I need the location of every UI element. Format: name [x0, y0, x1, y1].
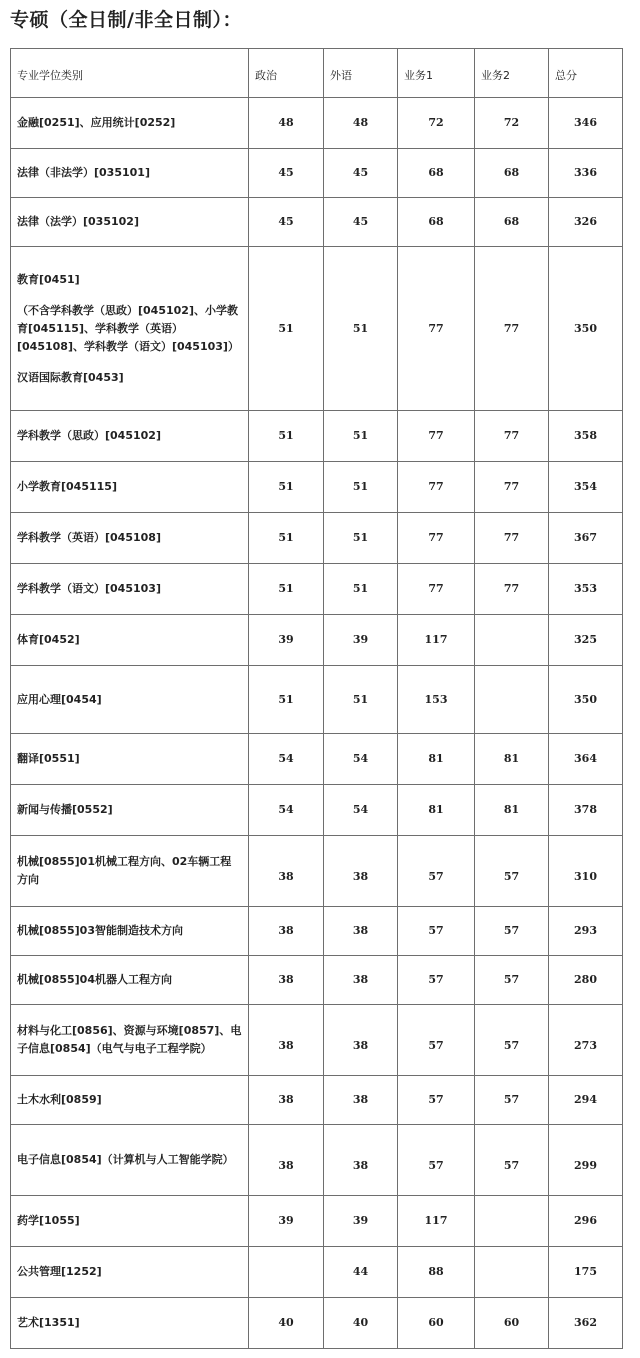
cell-language: 38 — [324, 1076, 398, 1125]
cell-total: 294 — [549, 1076, 623, 1125]
header-subject1: 业务1 — [398, 49, 475, 98]
cell-language: 44 — [324, 1247, 398, 1298]
table-row — [11, 666, 623, 734]
cell-subject2: 77 — [475, 247, 549, 411]
cell-subject1: 57 — [398, 1125, 475, 1196]
cell-category: 学科教学（思政）[045102] — [11, 411, 249, 462]
cell-subject1: 81 — [398, 734, 475, 785]
cell-total: 364 — [549, 734, 623, 785]
cell-category: 金融[0251]、应用统计[0252] — [11, 98, 249, 149]
cell-total: 378 — [549, 785, 623, 836]
cell-politics: 38 — [249, 1076, 324, 1125]
cell-subject2: 81 — [475, 785, 549, 836]
cell-language: 51 — [324, 411, 398, 462]
cell-language: 51 — [324, 513, 398, 564]
header-category: 专业学位类别 — [11, 49, 249, 98]
cell-subject1: 81 — [398, 785, 475, 836]
cell-subject2: 77 — [475, 411, 549, 462]
score-table — [10, 48, 623, 1349]
cell-total: 296 — [549, 1196, 623, 1247]
cell-category: 小学教育[045115] — [11, 462, 249, 513]
cell-category: 电子信息[0854]（计算机与人工智能学院） — [11, 1125, 249, 1196]
cell-total: 326 — [549, 198, 623, 247]
table-row — [11, 462, 623, 513]
table-row — [11, 564, 623, 615]
cell-category: 学科教学（英语）[045108] — [11, 513, 249, 564]
cell-category: 机械[0855]03智能制造技术方向 — [11, 907, 249, 956]
cell-politics: 38 — [249, 956, 324, 1005]
cell-language: 45 — [324, 198, 398, 247]
cell-subject2: 81 — [475, 734, 549, 785]
cell-category: 应用心理[0454] — [11, 666, 249, 734]
table-row — [11, 1298, 623, 1349]
cell-politics: 51 — [249, 411, 324, 462]
cell-language: 38 — [324, 907, 398, 956]
cell-subject1: 57 — [398, 836, 475, 907]
cell-politics: 51 — [249, 462, 324, 513]
cell-category — [11, 247, 249, 411]
cell-subject2 — [475, 666, 549, 734]
cell-subject1: 117 — [398, 615, 475, 666]
cell-politics: 48 — [249, 98, 324, 149]
cell-language: 39 — [324, 615, 398, 666]
cell-category: 翻译[0551] — [11, 734, 249, 785]
cell-politics: 39 — [249, 1196, 324, 1247]
cell-subject2 — [475, 615, 549, 666]
cell-category: 土木水利[0859] — [11, 1076, 249, 1125]
cell-language: 54 — [324, 734, 398, 785]
cell-subject2: 57 — [475, 1005, 549, 1076]
page-title: 专硕（全日制/非全日制）： — [10, 9, 242, 31]
cell-total: 280 — [549, 956, 623, 1005]
cell-subject1: 57 — [398, 1005, 475, 1076]
cell-language: 51 — [324, 247, 398, 411]
cell-category: 体育[0452] — [11, 615, 249, 666]
category-line: 教育[0451] — [17, 272, 80, 286]
cell-subject2: 77 — [475, 462, 549, 513]
cell-language: 51 — [324, 462, 398, 513]
cell-subject2: 77 — [475, 564, 549, 615]
cell-subject2 — [475, 1196, 549, 1247]
table-row — [11, 1005, 623, 1076]
cell-total: 353 — [549, 564, 623, 615]
cell-politics: 51 — [249, 247, 324, 411]
header-language: 外语 — [324, 49, 398, 98]
header-total: 总分 — [549, 49, 623, 98]
cell-subject2: 77 — [475, 513, 549, 564]
cell-politics: 39 — [249, 615, 324, 666]
cell-subject1: 68 — [398, 149, 475, 198]
cell-total: 350 — [549, 666, 623, 734]
cell-total: 367 — [549, 513, 623, 564]
table-row — [11, 836, 623, 907]
cell-total: 350 — [549, 247, 623, 411]
cell-language: 48 — [324, 98, 398, 149]
table-body — [11, 49, 623, 1349]
cell-category: 新闻与传播[0552] — [11, 785, 249, 836]
cell-subject1: 77 — [398, 513, 475, 564]
cell-subject2: 72 — [475, 98, 549, 149]
cell-category: 学科教学（语文）[045103] — [11, 564, 249, 615]
cell-subject2: 57 — [475, 907, 549, 956]
table-row — [11, 734, 623, 785]
cell-category: 机械[0855]04机器人工程方向 — [11, 956, 249, 1005]
table-header-row — [11, 49, 623, 98]
cell-subject1: 57 — [398, 956, 475, 1005]
cell-subject1: 77 — [398, 411, 475, 462]
cell-subject2: 57 — [475, 1076, 549, 1125]
cell-category: 公共管理[1252] — [11, 1247, 249, 1298]
cell-politics: 54 — [249, 734, 324, 785]
cell-subject1: 68 — [398, 198, 475, 247]
cell-total: 273 — [549, 1005, 623, 1076]
table-row — [11, 615, 623, 666]
cell-language: 38 — [324, 1005, 398, 1076]
cell-politics: 40 — [249, 1298, 324, 1349]
cell-politics: 45 — [249, 198, 324, 247]
cell-subject1: 88 — [398, 1247, 475, 1298]
cell-total: 310 — [549, 836, 623, 907]
cell-total: 362 — [549, 1298, 623, 1349]
cell-politics: 38 — [249, 1125, 324, 1196]
cell-subject1: 57 — [398, 907, 475, 956]
cell-politics: 51 — [249, 564, 324, 615]
table-row — [11, 1076, 623, 1125]
table-row — [11, 513, 623, 564]
cell-subject1: 57 — [398, 1076, 475, 1125]
cell-subject1: 153 — [398, 666, 475, 734]
cell-category: 材料与化工[0856]、资源与环境[0857]、电子信息[0854]（电气与电子工程学院） — [11, 1005, 249, 1076]
cell-total: 354 — [549, 462, 623, 513]
table-row — [11, 1247, 623, 1298]
cell-subject2: 68 — [475, 198, 549, 247]
cell-category: 药学[1055] — [11, 1196, 249, 1247]
cell-total: 346 — [549, 98, 623, 149]
cell-total: 358 — [549, 411, 623, 462]
cell-language: 38 — [324, 1125, 398, 1196]
cell-politics: 51 — [249, 513, 324, 564]
cell-subject2 — [475, 1247, 549, 1298]
cell-language: 54 — [324, 785, 398, 836]
cell-language: 38 — [324, 836, 398, 907]
cell-total: 293 — [549, 907, 623, 956]
cell-language: 45 — [324, 149, 398, 198]
cell-politics: 38 — [249, 907, 324, 956]
cell-language: 40 — [324, 1298, 398, 1349]
cell-politics: 54 — [249, 785, 324, 836]
cell-politics: 45 — [249, 149, 324, 198]
cell-language: 39 — [324, 1196, 398, 1247]
cell-politics: 38 — [249, 1005, 324, 1076]
cell-total: 336 — [549, 149, 623, 198]
table-row — [11, 98, 623, 149]
cell-category: 机械[0855]01机械工程方向、02车辆工程方向 — [11, 836, 249, 907]
cell-language: 51 — [324, 564, 398, 615]
cell-language: 51 — [324, 666, 398, 734]
cell-total: 325 — [549, 615, 623, 666]
cell-category: 法律（非法学）[035101] — [11, 149, 249, 198]
cell-subject1: 77 — [398, 564, 475, 615]
table-row — [11, 785, 623, 836]
cell-subject1: 60 — [398, 1298, 475, 1349]
cell-total: 175 — [549, 1247, 623, 1298]
category-line: 汉语国际教育[0453] — [17, 370, 124, 384]
cell-politics — [249, 1247, 324, 1298]
cell-language: 38 — [324, 956, 398, 1005]
cell-category: 艺术[1351] — [11, 1298, 249, 1349]
cell-subject2: 57 — [475, 836, 549, 907]
category-line: （不含学科教学（思政）[045102]、小学教育[045115]、学科教学（英语）[045108]、学科教学（语文）[045103]） — [17, 303, 239, 353]
cell-subject2: 57 — [475, 956, 549, 1005]
cell-subject1: 77 — [398, 462, 475, 513]
header-politics: 政治 — [249, 49, 324, 98]
cell-politics: 38 — [249, 836, 324, 907]
table-row — [11, 149, 623, 198]
cell-subject1: 72 — [398, 98, 475, 149]
cell-category: 法律（法学）[035102] — [11, 198, 249, 247]
table-row — [11, 1196, 623, 1247]
table-row — [11, 411, 623, 462]
cell-total: 299 — [549, 1125, 623, 1196]
table-row — [11, 1125, 623, 1196]
cell-subject2: 68 — [475, 149, 549, 198]
table-row — [11, 247, 623, 411]
cell-subject1: 77 — [398, 247, 475, 411]
cell-subject1: 117 — [398, 1196, 475, 1247]
header-subject2: 业务2 — [475, 49, 549, 98]
table-row — [11, 907, 623, 956]
cell-politics: 51 — [249, 666, 324, 734]
table-row — [11, 198, 623, 247]
cell-subject2: 57 — [475, 1125, 549, 1196]
cell-subject2: 60 — [475, 1298, 549, 1349]
table-row — [11, 956, 623, 1005]
